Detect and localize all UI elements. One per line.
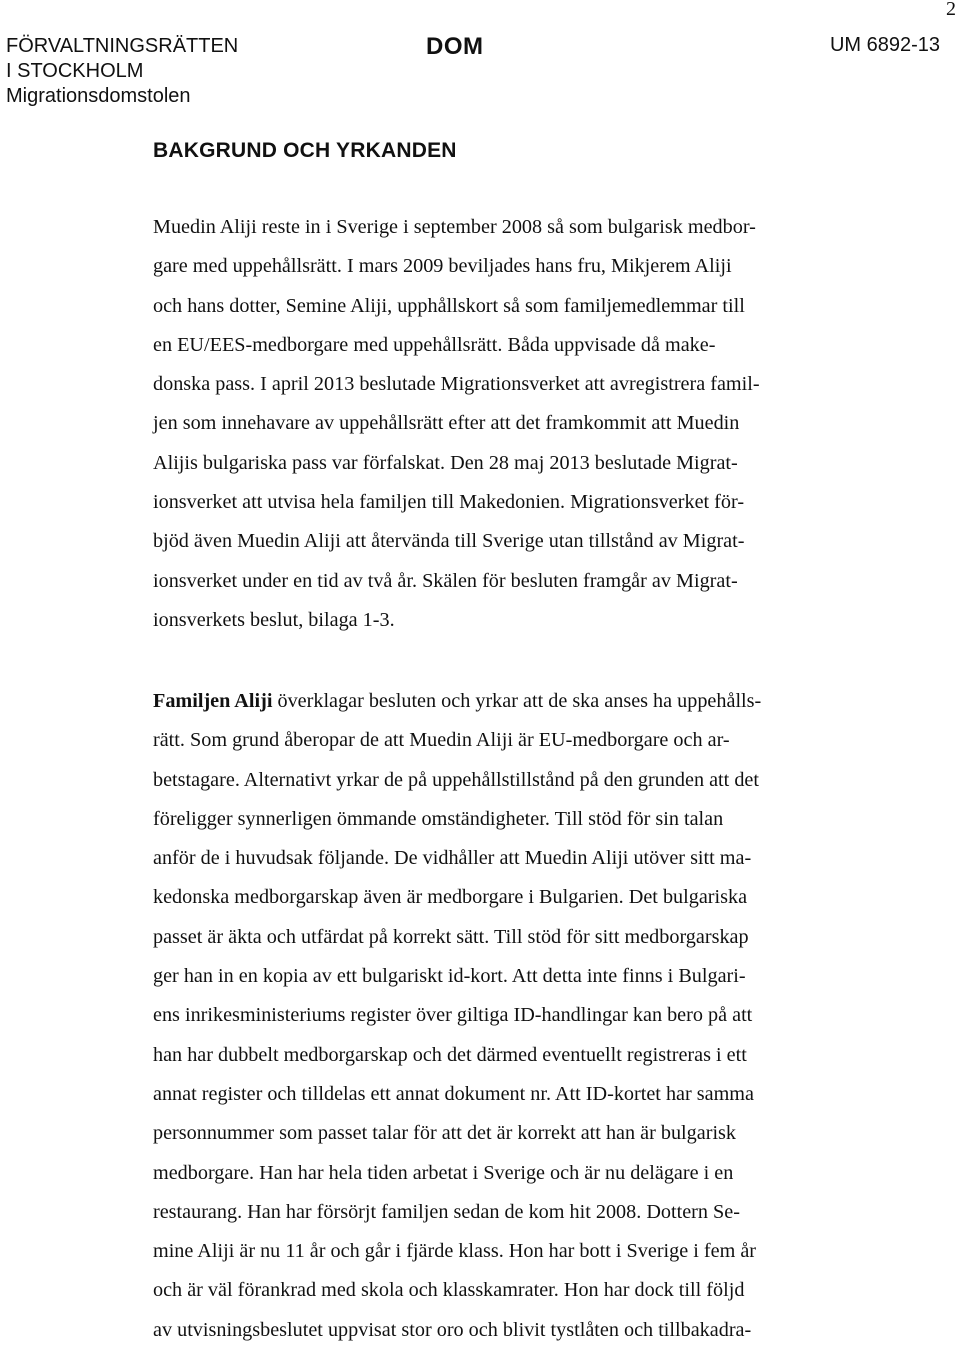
- text-line: ionsverkets beslut, bilaga 1-3.: [153, 608, 395, 631]
- text-line: anför de i huvudsak följande. De vidhåller att Muedin Aliji utöver sitt ma-: [153, 847, 752, 870]
- text-line: betstagare. Alternativt yrkar de på uppehållstillstånd på den grunden att det: [153, 768, 759, 791]
- text-line: kedonska medborgarskap även är medborgare i Bulgarien. Det bulgariska: [153, 886, 748, 909]
- text-line: Alijis bulgariska pass var förfalskat. Den 28 maj 2013 beslutade Migrat-: [153, 451, 738, 474]
- party-name-bold: Familjen Aliji: [153, 690, 273, 712]
- page-number: 2: [946, 0, 956, 20]
- court-name-block: [6, 34, 238, 109]
- court-name-line2: I STOCKHOLM: [6, 60, 144, 82]
- text-line: han har dubbelt medborgarskap och det därmed eventuellt registreras i ett: [153, 1043, 747, 1066]
- text-line: annat register och tilldelas ett annat dokument nr. Att ID-kortet har samma: [153, 1082, 754, 1105]
- text-line: och hans dotter, Semine Aliji, upphållskort så som familjemedlemmar till: [153, 294, 745, 317]
- text-run: överklagar besluten och yrkar att de ska anses ha uppehålls-: [272, 690, 762, 712]
- court-division: Migrationsdomstolen: [6, 85, 191, 107]
- text-line: donska pass. I april 2013 beslutade Migrationsverket att avregistrera famil-: [153, 373, 760, 396]
- text-line: ens inrikesministeriums register över giltiga ID-handlingar kan bero på att: [153, 1004, 753, 1027]
- text-line: mine Aliji är nu 11 år och går i fjärde klass. Hon har bott i Sverige i fem år: [153, 1240, 757, 1263]
- text-line: passet är äkta och utfärdat på korrekt sätt. Till stöd för sitt medborgarskap: [153, 925, 749, 948]
- text-line: personnummer som passet talar för att det är korrekt att han är bulgarisk: [153, 1122, 737, 1145]
- text-line: ionsverket under en tid av två år. Skälen för besluten framgår av Migrat-: [153, 569, 738, 592]
- text-line: jen som innehavare av uppehållsrätt efter att det framkommit att Muedin: [153, 412, 740, 435]
- text-line: av utvisningsbeslutet uppvisat stor oro och blivit tystlåten och tillbakadra-: [153, 1318, 752, 1341]
- text-line: gare med uppehållsrätt. I mars 2009 beviljades hans fru, Mikjerem Aliji: [153, 255, 732, 278]
- text-line: ger han in en kopia av ett bulgariskt id-kort. Att detta inte finns i Bulgari-: [153, 965, 746, 988]
- text-line: rätt. Som grund åberopar de att Muedin Aliji är EU-medborgare och ar-: [153, 729, 730, 752]
- text-line: medborgare. Han har hela tiden arbetat i Sverige och är nu delägare i en: [153, 1161, 734, 1184]
- document-type: DOM: [426, 33, 484, 60]
- section-heading: BAKGRUND OCH YRKANDEN: [153, 139, 457, 162]
- text-line: Muedin Aliji reste in i Sverige i september 2008 så som bulgarisk medbor-: [153, 216, 756, 238]
- text-line: restaurang. Han har försörjt familjen sedan de kom hit 2008. Dottern Se-: [153, 1200, 740, 1223]
- text-line: och är väl förankrad med skola och klasskamrater. Hon har dock till följd: [153, 1279, 745, 1302]
- paragraph-background: [153, 208, 853, 640]
- text-line: ionsverket att utvisa hela familjen till Makedonien. Migrationsverket för-: [153, 491, 745, 514]
- case-number: UM 6892-13: [829, 34, 940, 56]
- text-line: en EU/EES-medborgare med uppehållsrätt. Båda uppvisade då make-: [153, 333, 716, 356]
- text-line: föreligger synnerligen ömmande omständigheter. Till stöd för sin talan: [153, 807, 724, 830]
- court-name-line1: FÖRVALTNINGSRÄTTEN: [6, 35, 239, 57]
- paragraph-claims: [153, 682, 853, 1350]
- text-line: bjöd även Muedin Aliji att återvända till Sverige utan tillstånd av Migrat-: [153, 530, 745, 553]
- text-line: [153, 682, 853, 721]
